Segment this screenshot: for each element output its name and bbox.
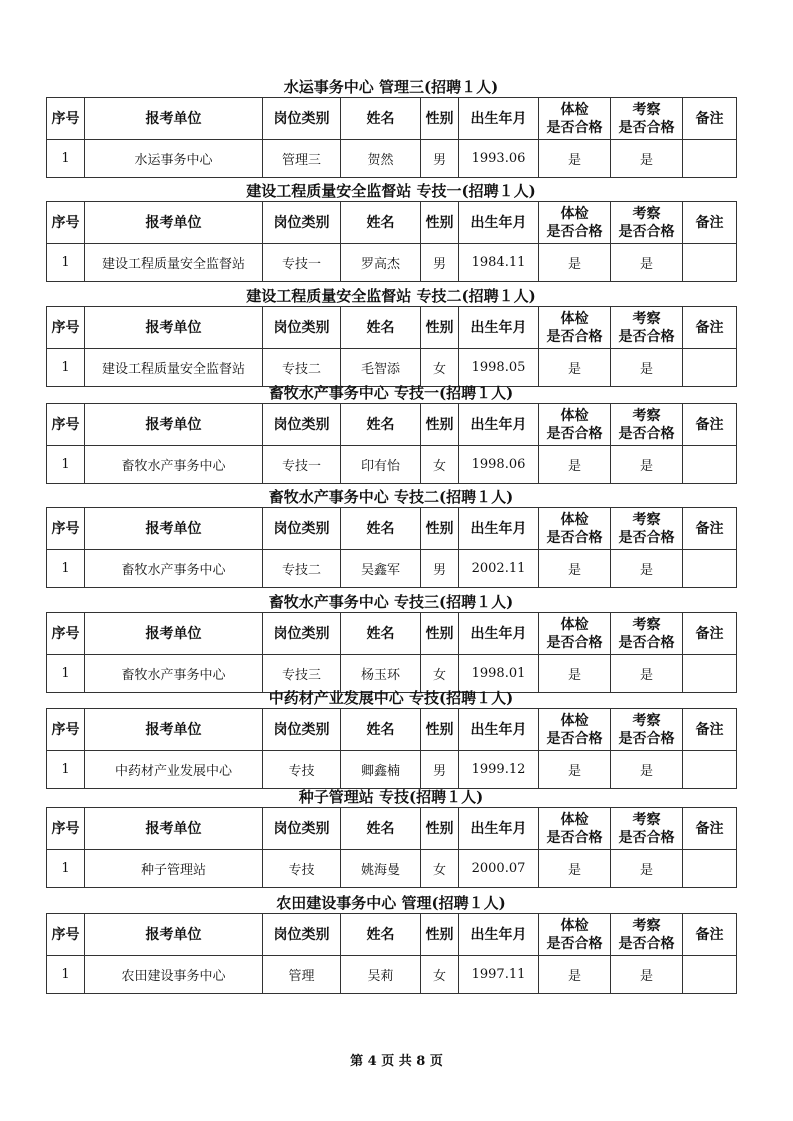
section-title: 建设工程质量安全监督站 专技二(招聘１人) bbox=[246, 287, 536, 305]
cell-position: 专技一 bbox=[263, 244, 341, 282]
section-title: 畜牧水产事务中心 专技二(招聘１人) bbox=[268, 488, 514, 506]
table-row bbox=[47, 446, 737, 484]
header-cell: 序号 bbox=[47, 508, 85, 550]
cell-position: 专技 bbox=[263, 850, 341, 888]
header-cell: 出生年月 bbox=[459, 202, 539, 244]
cell-gender: 女 bbox=[421, 446, 459, 484]
header-cell: 报考单位 bbox=[85, 613, 263, 655]
header-cell: 体检 是否合格 bbox=[539, 808, 611, 850]
section-shuiyun-guanli3 bbox=[46, 77, 736, 178]
table-header-row bbox=[47, 98, 737, 140]
cell-position: 专技三 bbox=[263, 655, 341, 693]
header-cell: 出生年月 bbox=[459, 613, 539, 655]
applicant-table bbox=[46, 507, 737, 588]
header-cell: 岗位类别 bbox=[263, 202, 341, 244]
cell-index: 1 bbox=[47, 446, 85, 484]
header-cell: 性别 bbox=[421, 202, 459, 244]
cell-unit: 中药材产业发展中心 bbox=[85, 751, 263, 789]
applicant-table bbox=[46, 97, 737, 178]
cell-name: 姚海曼 bbox=[341, 850, 421, 888]
cell-medical: 是 bbox=[539, 956, 611, 994]
cell-inspection: 是 bbox=[611, 140, 683, 178]
header-cell: 岗位类别 bbox=[263, 307, 341, 349]
header-cell: 体检 是否合格 bbox=[539, 508, 611, 550]
cell-index: 1 bbox=[47, 751, 85, 789]
header-cell: 体检 是否合格 bbox=[539, 613, 611, 655]
applicant-table bbox=[46, 612, 737, 693]
header-cell: 报考单位 bbox=[85, 307, 263, 349]
cell-position: 专技一 bbox=[263, 446, 341, 484]
cell-medical: 是 bbox=[539, 244, 611, 282]
header-cell: 性别 bbox=[421, 98, 459, 140]
header-cell: 岗位类别 bbox=[263, 808, 341, 850]
header-cell: 性别 bbox=[421, 613, 459, 655]
header-cell: 考察 是否合格 bbox=[611, 307, 683, 349]
header-cell: 序号 bbox=[47, 98, 85, 140]
applicant-table bbox=[46, 708, 737, 789]
cell-medical: 是 bbox=[539, 446, 611, 484]
header-cell: 序号 bbox=[47, 404, 85, 446]
cell-remark bbox=[683, 850, 737, 888]
header-cell: 岗位类别 bbox=[263, 404, 341, 446]
cell-name: 罗高杰 bbox=[341, 244, 421, 282]
header-cell: 考察 是否合格 bbox=[611, 914, 683, 956]
header-cell: 体检 是否合格 bbox=[539, 98, 611, 140]
cell-remark bbox=[683, 550, 737, 588]
cell-index: 1 bbox=[47, 140, 85, 178]
section-xumu-zhuanji1 bbox=[46, 383, 736, 484]
table-header-row bbox=[47, 404, 737, 446]
section-jianshe-zhuanji2 bbox=[46, 286, 736, 387]
cell-unit: 畜牧水产事务中心 bbox=[85, 655, 263, 693]
header-cell: 姓名 bbox=[341, 307, 421, 349]
cell-unit: 畜牧水产事务中心 bbox=[85, 550, 263, 588]
cell-name: 印有怡 bbox=[341, 446, 421, 484]
header-cell: 序号 bbox=[47, 307, 85, 349]
cell-unit: 建设工程质量安全监督站 bbox=[85, 349, 263, 387]
header-cell: 备注 bbox=[683, 914, 737, 956]
cell-inspection: 是 bbox=[611, 751, 683, 789]
cell-gender: 女 bbox=[421, 349, 459, 387]
cell-name: 吴莉 bbox=[341, 956, 421, 994]
header-cell: 体检 是否合格 bbox=[539, 202, 611, 244]
header-cell: 序号 bbox=[47, 914, 85, 956]
cell-gender: 女 bbox=[421, 850, 459, 888]
header-cell: 考察 是否合格 bbox=[611, 808, 683, 850]
cell-birth: 1984.11 bbox=[459, 244, 539, 282]
cell-gender: 女 bbox=[421, 655, 459, 693]
cell-unit: 种子管理站 bbox=[85, 850, 263, 888]
header-cell: 备注 bbox=[683, 613, 737, 655]
header-cell: 报考单位 bbox=[85, 508, 263, 550]
cell-medical: 是 bbox=[539, 349, 611, 387]
cell-remark bbox=[683, 140, 737, 178]
cell-remark bbox=[683, 956, 737, 994]
table-row bbox=[47, 550, 737, 588]
header-cell: 出生年月 bbox=[459, 709, 539, 751]
header-cell: 性别 bbox=[421, 404, 459, 446]
table-header-row bbox=[47, 508, 737, 550]
cell-birth: 1998.06 bbox=[459, 446, 539, 484]
header-cell: 备注 bbox=[683, 404, 737, 446]
header-cell: 性别 bbox=[421, 307, 459, 349]
header-cell: 性别 bbox=[421, 709, 459, 751]
header-cell: 考察 是否合格 bbox=[611, 98, 683, 140]
cell-position: 管理三 bbox=[263, 140, 341, 178]
header-cell: 岗位类别 bbox=[263, 613, 341, 655]
header-cell: 性别 bbox=[421, 508, 459, 550]
header-cell: 岗位类别 bbox=[263, 98, 341, 140]
cell-index: 1 bbox=[47, 655, 85, 693]
cell-inspection: 是 bbox=[611, 850, 683, 888]
table-header-row bbox=[47, 202, 737, 244]
cell-gender: 女 bbox=[421, 956, 459, 994]
cell-birth: 1999.12 bbox=[459, 751, 539, 789]
cell-medical: 是 bbox=[539, 655, 611, 693]
header-cell: 姓名 bbox=[341, 709, 421, 751]
header-cell: 备注 bbox=[683, 307, 737, 349]
header-cell: 出生年月 bbox=[459, 914, 539, 956]
cell-medical: 是 bbox=[539, 550, 611, 588]
cell-remark bbox=[683, 655, 737, 693]
cell-unit: 农田建设事务中心 bbox=[85, 956, 263, 994]
cell-position: 专技 bbox=[263, 751, 341, 789]
header-cell: 备注 bbox=[683, 508, 737, 550]
header-cell: 考察 是否合格 bbox=[611, 709, 683, 751]
cell-birth: 1997.11 bbox=[459, 956, 539, 994]
applicant-table bbox=[46, 807, 737, 888]
cell-index: 1 bbox=[47, 850, 85, 888]
header-cell: 备注 bbox=[683, 202, 737, 244]
table-header-row bbox=[47, 709, 737, 751]
cell-gender: 男 bbox=[421, 244, 459, 282]
cell-name: 贺然 bbox=[341, 140, 421, 178]
table-header-row bbox=[47, 914, 737, 956]
cell-inspection: 是 bbox=[611, 550, 683, 588]
cell-inspection: 是 bbox=[611, 956, 683, 994]
page-number: 第 4 页 共 8 页 bbox=[350, 1054, 443, 1069]
header-cell: 考察 是否合格 bbox=[611, 613, 683, 655]
cell-index: 1 bbox=[47, 550, 85, 588]
section-zhongzi-zhuanji bbox=[46, 787, 736, 888]
cell-inspection: 是 bbox=[611, 244, 683, 282]
cell-remark bbox=[683, 446, 737, 484]
header-cell: 出生年月 bbox=[459, 404, 539, 446]
cell-name: 毛智添 bbox=[341, 349, 421, 387]
cell-medical: 是 bbox=[539, 751, 611, 789]
table-row bbox=[47, 956, 737, 994]
header-cell: 考察 是否合格 bbox=[611, 404, 683, 446]
cell-index: 1 bbox=[47, 244, 85, 282]
header-cell: 序号 bbox=[47, 613, 85, 655]
table-header-row bbox=[47, 307, 737, 349]
header-cell: 岗位类别 bbox=[263, 508, 341, 550]
header-cell: 姓名 bbox=[341, 202, 421, 244]
cell-position: 专技二 bbox=[263, 550, 341, 588]
cell-index: 1 bbox=[47, 956, 85, 994]
cell-inspection: 是 bbox=[611, 349, 683, 387]
section-title: 种子管理站 专技(招聘１人) bbox=[298, 788, 484, 806]
header-cell: 报考单位 bbox=[85, 98, 263, 140]
table-header-row bbox=[47, 808, 737, 850]
applicant-table bbox=[46, 913, 737, 994]
cell-gender: 男 bbox=[421, 550, 459, 588]
cell-medical: 是 bbox=[539, 850, 611, 888]
cell-inspection: 是 bbox=[611, 446, 683, 484]
cell-name: 卿鑫楠 bbox=[341, 751, 421, 789]
cell-name: 杨玉环 bbox=[341, 655, 421, 693]
cell-remark bbox=[683, 244, 737, 282]
header-cell: 姓名 bbox=[341, 98, 421, 140]
header-cell: 性别 bbox=[421, 808, 459, 850]
applicant-table bbox=[46, 306, 737, 387]
section-title: 农田建设事务中心 管理(招聘１人) bbox=[276, 894, 506, 912]
cell-remark bbox=[683, 349, 737, 387]
cell-unit: 水运事务中心 bbox=[85, 140, 263, 178]
section-jianshe-zhuanji1 bbox=[46, 181, 736, 282]
header-cell: 岗位类别 bbox=[263, 914, 341, 956]
header-cell: 报考单位 bbox=[85, 914, 263, 956]
header-cell: 出生年月 bbox=[459, 98, 539, 140]
header-cell: 姓名 bbox=[341, 404, 421, 446]
table-row bbox=[47, 244, 737, 282]
cell-position: 专技二 bbox=[263, 349, 341, 387]
header-cell: 报考单位 bbox=[85, 202, 263, 244]
header-cell: 报考单位 bbox=[85, 808, 263, 850]
cell-gender: 男 bbox=[421, 751, 459, 789]
header-cell: 体检 是否合格 bbox=[539, 709, 611, 751]
section-xumu-zhuanji3 bbox=[46, 592, 736, 693]
section-xumu-zhuanji2 bbox=[46, 487, 736, 588]
header-cell: 报考单位 bbox=[85, 404, 263, 446]
header-cell: 备注 bbox=[683, 808, 737, 850]
header-cell: 体检 是否合格 bbox=[539, 404, 611, 446]
header-cell: 姓名 bbox=[341, 914, 421, 956]
section-nongtian-guanli bbox=[46, 893, 736, 994]
cell-birth: 1998.01 bbox=[459, 655, 539, 693]
header-cell: 考察 是否合格 bbox=[611, 508, 683, 550]
table-row bbox=[47, 140, 737, 178]
header-cell: 备注 bbox=[683, 98, 737, 140]
section-title: 畜牧水产事务中心 专技一(招聘１人) bbox=[268, 384, 514, 402]
header-cell: 姓名 bbox=[341, 613, 421, 655]
header-cell: 出生年月 bbox=[459, 808, 539, 850]
header-cell: 出生年月 bbox=[459, 508, 539, 550]
header-cell: 岗位类别 bbox=[263, 709, 341, 751]
section-title: 畜牧水产事务中心 专技三(招聘１人) bbox=[268, 593, 514, 611]
cell-gender: 男 bbox=[421, 140, 459, 178]
cell-unit: 畜牧水产事务中心 bbox=[85, 446, 263, 484]
header-cell: 序号 bbox=[47, 808, 85, 850]
header-cell: 性别 bbox=[421, 914, 459, 956]
cell-birth: 2000.07 bbox=[459, 850, 539, 888]
section-title: 中药材产业发展中心 专技(招聘１人) bbox=[268, 689, 514, 707]
applicant-table bbox=[46, 201, 737, 282]
cell-birth: 2002.11 bbox=[459, 550, 539, 588]
header-cell: 报考单位 bbox=[85, 709, 263, 751]
header-cell: 姓名 bbox=[341, 808, 421, 850]
cell-medical: 是 bbox=[539, 140, 611, 178]
table-row bbox=[47, 850, 737, 888]
cell-index: 1 bbox=[47, 349, 85, 387]
header-cell: 体检 是否合格 bbox=[539, 914, 611, 956]
cell-birth: 1998.05 bbox=[459, 349, 539, 387]
table-row bbox=[47, 655, 737, 693]
header-cell: 序号 bbox=[47, 202, 85, 244]
cell-name: 吴鑫军 bbox=[341, 550, 421, 588]
section-title: 水运事务中心 管理三(招聘１人) bbox=[283, 78, 499, 96]
header-cell: 姓名 bbox=[341, 508, 421, 550]
cell-unit: 建设工程质量安全监督站 bbox=[85, 244, 263, 282]
cell-position: 管理 bbox=[263, 956, 341, 994]
table-row bbox=[47, 349, 737, 387]
header-cell: 体检 是否合格 bbox=[539, 307, 611, 349]
cell-birth: 1993.06 bbox=[459, 140, 539, 178]
section-title: 建设工程质量安全监督站 专技一(招聘１人) bbox=[246, 182, 536, 200]
applicant-table bbox=[46, 403, 737, 484]
section-zhongyaocai-zhuanji bbox=[46, 688, 736, 789]
header-cell: 序号 bbox=[47, 709, 85, 751]
cell-remark bbox=[683, 751, 737, 789]
table-header-row bbox=[47, 613, 737, 655]
cell-inspection: 是 bbox=[611, 655, 683, 693]
header-cell: 备注 bbox=[683, 709, 737, 751]
header-cell: 考察 是否合格 bbox=[611, 202, 683, 244]
header-cell: 出生年月 bbox=[459, 307, 539, 349]
table-row bbox=[47, 751, 737, 789]
